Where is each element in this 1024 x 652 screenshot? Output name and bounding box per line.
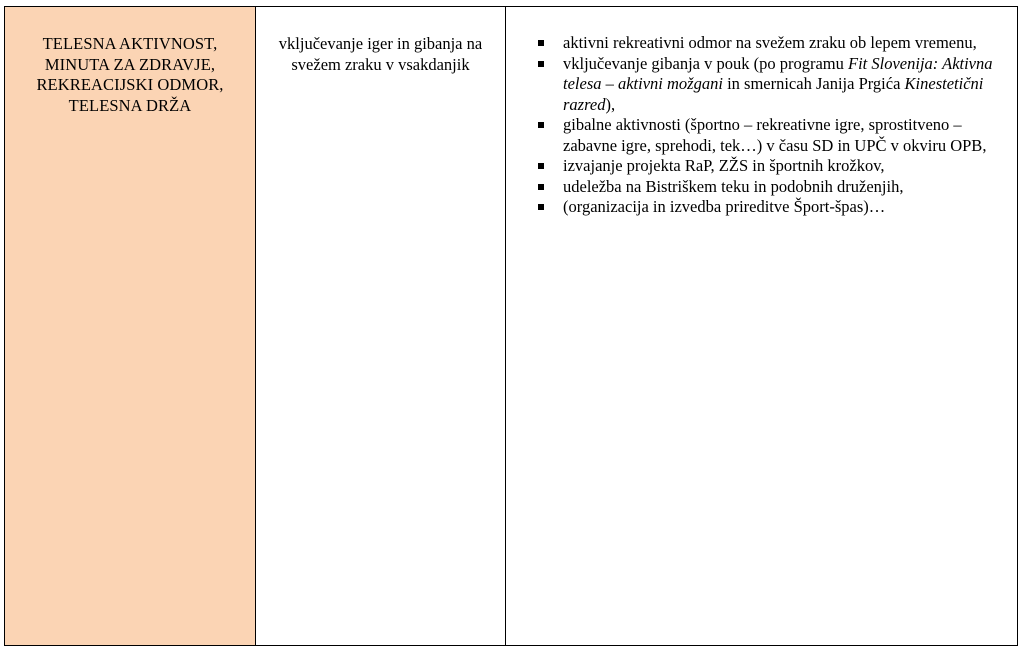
list-item [538,156,997,177]
list-item-text: in smernicah Janija Prgića [722,74,905,93]
activity-table [4,6,1018,646]
goal-text: vključevanje iger in gibanja na svežem zraku v vsakdanjik [278,34,483,74]
square-bullet-icon [538,40,544,46]
list-item-text: udeležba na Bistriškem teku in podobnih druženjih, [563,176,904,196]
table-row [5,7,1018,646]
activity-list [538,33,997,218]
list-item [538,115,997,156]
square-bullet-icon [538,184,544,190]
activities-cell [506,7,1018,646]
list-item [538,54,997,116]
list-item-text: (organizacija in izvedba prireditve Šport-špas)… [563,197,886,216]
list-item [538,33,997,54]
list-item-text: aktivni rekreativni odmor na svežem zraku ob lepem vremenu, [563,33,977,52]
list-item [538,177,997,198]
list-item-text: vključevanje gibanja v pouk (po programu [563,53,849,73]
list-item-text: ), [605,94,616,114]
square-bullet-icon [538,61,544,67]
list-item [538,197,997,218]
square-bullet-icon [538,122,544,128]
list-item-text: gibalne aktivnosti (športno – rekreativne igre, sprostitveno – zabavne igre, sprehodi, tek…) v času SD in UPČ v okviru OPB, [563,115,987,155]
list-item-text: izvajanje projekta RaP, ZŽS in športnih krožkov, [563,156,885,175]
square-bullet-icon [538,163,544,169]
list-item-italic-text: Fit Slovenija: Aktivna telesa – aktivni možgani [563,53,993,93]
list-item-italic-text: Kinestetični razred [563,74,984,114]
square-bullet-icon [538,204,544,210]
goal-cell [256,7,506,646]
topic-text: TELESNA AKTIVNOST, MINUTA ZA ZDRAVJE, REKREACIJSKI ODMOR, TELESNA DRŽA [36,34,224,115]
topic-cell [5,7,256,646]
